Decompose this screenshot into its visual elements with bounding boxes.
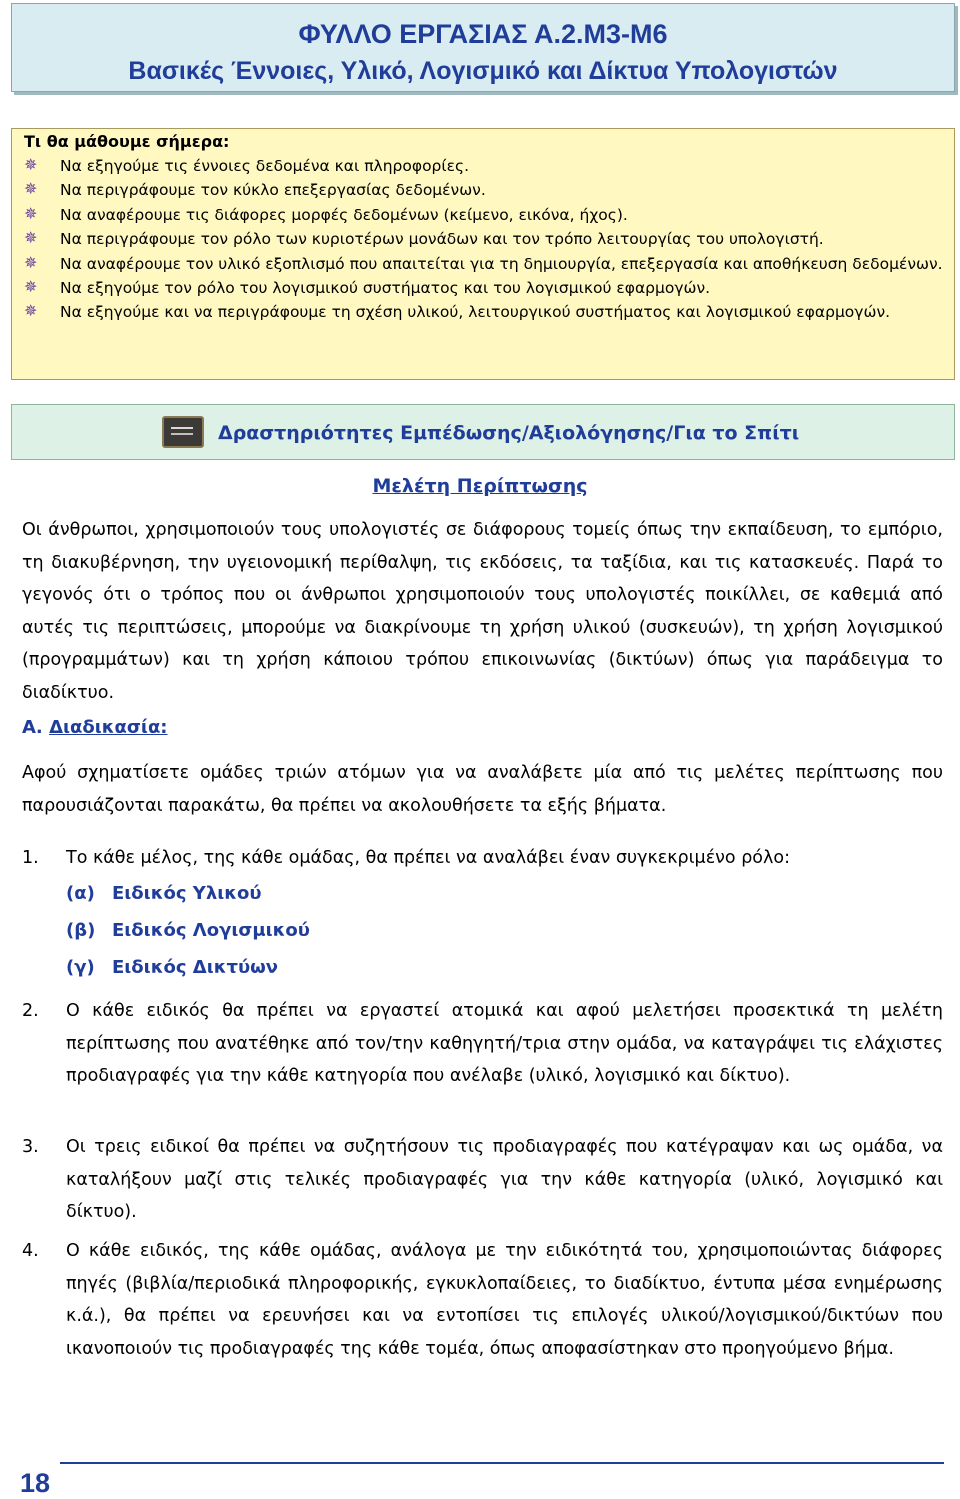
worksheet-title: ΦΥΛΛΟ ΕΡΓΑΣΙΑΣ Α.2.Μ3-Μ6 — [298, 19, 668, 49]
gear-bullet-icon: ✵ — [24, 301, 38, 321]
section-a-heading — [22, 715, 168, 741]
activities-bar — [11, 404, 955, 460]
role-item — [66, 881, 262, 907]
role-letter: (α) — [66, 883, 95, 904]
step-number: 1. — [22, 848, 39, 868]
section-a-prefix: Α. — [22, 717, 43, 738]
list-item: ✵ Να περιγράφουμε τον κύκλο επεξεργασίας δεδομένων. — [24, 179, 486, 200]
list-item: ✵ Να περιγράφουμε τον ρόλο των κυριοτέρων μονάδων και τον τρόπο λειτουργίας του υπολογιστή. — [24, 228, 824, 249]
goals-list — [24, 154, 946, 325]
step-item — [22, 995, 943, 1093]
step-text: Το κάθε μέλος, της κάθε ομάδας, θα πρέπει να αναλάβει έναν συγκεκριμένο ρόλο: — [66, 848, 790, 868]
worksheet-header — [11, 3, 955, 92]
case-study-title: Μελέτη Περίπτωσης — [372, 475, 588, 497]
page-number: 18 — [20, 1468, 51, 1498]
step-item — [22, 1235, 943, 1365]
role-name: Ειδικός Λογισμικού — [112, 920, 310, 941]
list-item: ✵ Να εξηγούμε τον ρόλο του λογισμικού συστήματος και του λογισμικού εφαρμογών. — [24, 277, 711, 298]
step-item — [22, 842, 943, 875]
gear-bullet-icon: ✵ — [24, 228, 38, 248]
step-text: Οι τρεις ειδικοί θα πρέπει να συζητήσουν τις προδιαγραφές που κατέγραψαν και ως ομάδα, να καταλήξουν μαζί στις τελικές προδιαγραφές για την κάθε κατηγορία (υλικό, λογισμικό και δίκτυο). — [66, 1137, 943, 1222]
gear-bullet-icon: ✵ — [24, 252, 38, 272]
step-number: 4. — [22, 1241, 39, 1261]
step-item — [22, 1131, 943, 1229]
gear-bullet-icon: ✵ — [24, 277, 38, 297]
role-name: Ειδικός Υλικού — [112, 883, 262, 904]
worksheet-subtitle: Βασικές Έννοιες, Υλικό, Λογισμικό και Δίκτυα Υπολογιστών — [128, 57, 838, 85]
section-a-title: Διαδικασία: — [49, 717, 168, 738]
gear-bullet-icon: ✵ — [24, 203, 38, 223]
step-text: Ο κάθε ειδικός θα πρέπει να εργαστεί ατομικά και αφού μελετήσει προσεκτικά τη μελέτη περίπτωσης που ανατέθηκε από τον/την καθηγητή/τρια στην ομάδα, να καταγράψει τις ελάχιστες προδιαγραφές για την κάθε κατηγορία που ανέλαβε (υλικό, λογισμικό και δίκτυο). — [66, 1001, 943, 1086]
goals-heading: Τι θα μάθουμε σήμερα: — [24, 132, 230, 151]
role-item — [66, 918, 310, 944]
section-a-intro: Αφού σχηματίσετε ομάδες τριών ατόμων για να αναλάβετε μία από τις μελέτες περίπτωσης που παρουσιάζονται παρακάτω, θα πρέπει να ακολουθήσετε τα εξής βήματα. — [22, 763, 943, 816]
role-letter: (β) — [66, 920, 96, 941]
gear-bullet-icon: ✵ — [24, 155, 38, 174]
role-item — [66, 955, 278, 981]
role-name: Ειδικός Δικτύων — [112, 957, 279, 978]
activities-title: Δραστηριότητες Εμπέδωσης/Αξιολόγησης/Για το Σπίτι — [218, 422, 800, 444]
step-text: Ο κάθε ειδικός, της κάθε ομάδας, ανάλογα με την ειδικότητά του, χρησιμοποιώντας διάφορες πηγές (βιβλία/περιοδικά πληροφορικής, εγκυκλοπαίδειες, το διαδίκτυο, έντυπα μέσα ενημέρωσης κ.ά.), θα πρέπει να ερευνήσει και να εντοπίσει τις επιλογές υλικού/λογισμικού/δικτύων που ικανοποιούν τις προδιαγραφές της κάθε τομέα, όπως αποφασίστηκαν στο προηγούμενο βήμα. — [66, 1241, 943, 1359]
list-item: ✵ Να εξηγούμε και να περιγράφουμε τη σχέση υλικού, λειτουργικού συστήματος και λογισμικού εφαρμογών. — [24, 301, 891, 322]
step-number: 2. — [22, 1001, 39, 1021]
step-number: 3. — [22, 1137, 39, 1157]
list-item: ✵ Να αναφέρουμε τις διάφορες μορφές δεδομένων (κείμενο, εικόνα, ήχος). — [24, 203, 628, 224]
footer-divider — [60, 1462, 944, 1464]
list-item: ✵ Να αναφέρουμε τον υλικό εξοπλισμό που απαιτείται για τη δημιουργία, επεξεργασία και αποθήκευση δεδομένων. — [24, 252, 943, 273]
case-study-intro: Οι άνθρωποι, χρησιμοποιούν τους υπολογιστές σε διάφορους τομείς όπως την εκπαίδευση, το εμπόριο, τη διακυβέρνηση, την υγειονομική περίθαλψη, τις εκδόσεις, τα ταξίδια, και τις κατασκευές. Παρά το γεγονός ότι ο τρόπος που οι άνθρωποι χρησιμοποιούν τους υπολογιστές ποικίλλει, σε καθεμιά από αυτές τις περιπτώσεις, μπορούμε να διακρίνουμε τη χρήση υλικού (συσκευών), τη χρήση λογισμικού (προγραμμάτων) και τη χρήση κάποιου τρόπου επικοινωνίας (δικτύων) όπως για παράδειγμα το διαδίκτυο. — [22, 520, 943, 703]
chalkboard-icon — [162, 416, 204, 448]
role-letter: (γ) — [66, 957, 95, 978]
list-item: ✵ Να εξηγούμε τις έννοιες δεδομένα και πληροφορίες. — [24, 155, 470, 175]
learning-goals-box — [11, 128, 955, 380]
gear-bullet-icon: ✵ — [24, 179, 38, 199]
